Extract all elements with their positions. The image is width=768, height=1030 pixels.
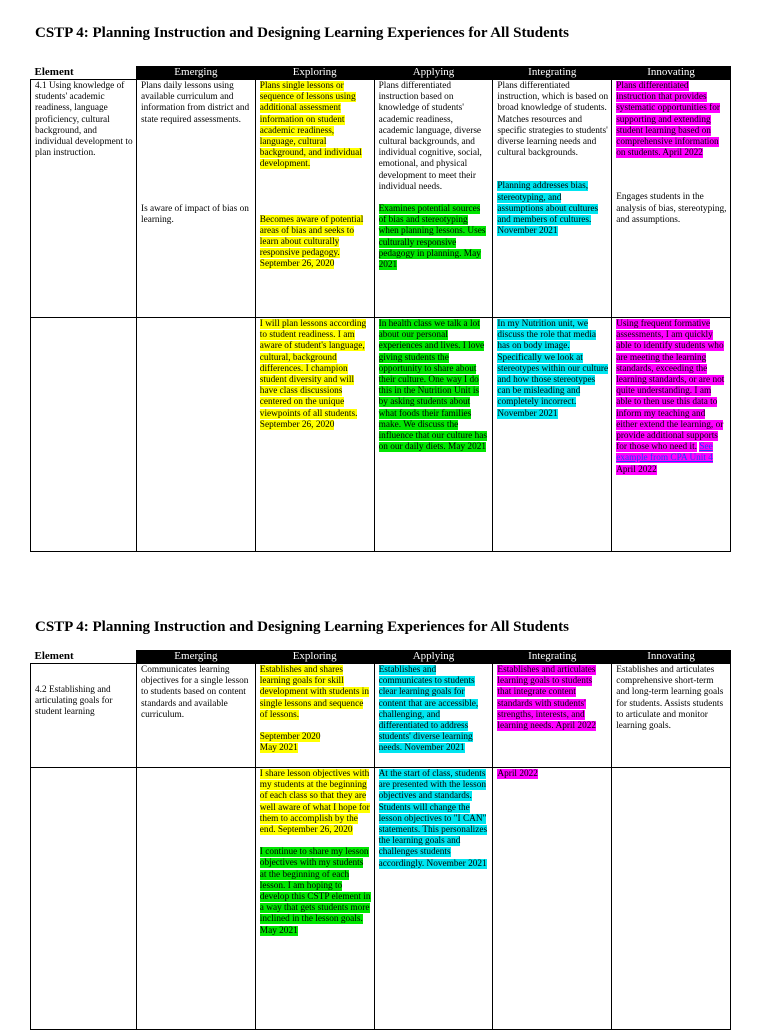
level-header-emerging: Emerging xyxy=(137,67,256,80)
exploring-cell xyxy=(255,664,374,768)
level-header-integrating: Integrating xyxy=(493,67,612,80)
level-header-exploring: Exploring xyxy=(255,651,374,664)
evidence-exploring-cell xyxy=(255,318,374,552)
level-header-exploring: Exploring xyxy=(255,67,374,80)
applying-cell xyxy=(374,664,493,768)
integrating-text-a: Establishes and articulates learning goals to students that integrate content standards with students' strengths, interests, and learning needs. April 2022 xyxy=(497,665,597,732)
exploring-cell xyxy=(255,80,374,318)
evidence-example-link[interactable]: See example from CPA Unit 4 xyxy=(616,442,713,464)
integrating-evidence: April 2022 xyxy=(497,769,538,779)
exploring-text-a: Plans single lessons or sequence of lessons using additional assessment information on student academic readiness, language, cultural background, and individual development. xyxy=(259,81,362,170)
evidence-innovating-cell xyxy=(612,768,731,1030)
level-header-emerging: Emerging xyxy=(137,651,256,664)
integrating-evidence: In my Nutrition unit, we discuss the role that media has on body image. Specifically we look at stereotypes within our culture and how those stereotypes can be misleading and completely incorrect. November 2021 xyxy=(497,319,609,419)
evidence-integrating-cell xyxy=(493,768,612,1030)
exploring-evidence-1: I share lesson objectives with my students at the beginning of each class so that they are well aware of what I hope for them to accomplish by the end. September 26, 2020 xyxy=(259,769,370,836)
applying-text-a: Plans differentiated instruction based on knowledge of students' academic readiness, academic language, diverse cultural backgrounds, and individual cognitive, social, emotional, and physical development to meet their individual needs. xyxy=(378,81,482,192)
header-row xyxy=(31,67,731,80)
element-header: Element xyxy=(31,67,137,80)
descriptor-row xyxy=(31,80,731,318)
header-row xyxy=(31,651,731,664)
evidence-emerging-cell xyxy=(137,318,256,552)
emerging-text-a: Plans daily lessons using available curriculum and information from district and state required assessments. xyxy=(141,81,250,125)
evidence-innovating-cell xyxy=(612,318,731,552)
integrating-text-b: Planning addresses bias, stereotyping, and assumptions about cultures and members of cultures. November 2021 xyxy=(497,181,599,237)
element-name: 4.2 Establishing and articulating goals for student learning xyxy=(35,685,113,718)
exploring-text-b: Becomes aware of potential areas of bias and seeks to learn about culturally responsive pedagogy. September 26, 2020 xyxy=(259,214,364,270)
exploring-date-1: September 2020 xyxy=(259,732,321,743)
evidence-emerging-cell xyxy=(137,768,256,1030)
cstp-table-4-2 xyxy=(30,650,731,1030)
integrating-cell xyxy=(493,80,612,318)
innovating-evidence: Using frequent formative assessments, I am quickly able to identify students who are meeting the learning standards, exceeding the learning standards, or are not quite understanding. I am able to then use this data to inform my teaching and either extend the learning, or provide additional supports for those who need it. xyxy=(616,319,725,453)
exploring-text-a: Establishes and shares learning goals for skill development with students in single lessons and sequence of lessons. xyxy=(259,665,370,720)
element-name-cell xyxy=(31,80,137,318)
evidence-applying-cell xyxy=(374,768,493,1030)
exploring-evidence: I will plan lessons according to student readiness. I am aware of student's language, cultural, background differences. I champion student diversity and will have class discussions centered on the unique viewpoints of all students. September 26, 2020 xyxy=(259,319,367,430)
evidence-row xyxy=(31,318,731,552)
innovating-evidence-date: April 2022 xyxy=(616,464,657,475)
level-header-innovating: Innovating xyxy=(612,651,731,664)
innovating-text-a: Establishes and articulates comprehensive short-term and long-term learning goals for students. Assists students to articulate and monitor learning goals. xyxy=(616,665,724,732)
section-title: CSTP 4: Planning Instruction and Designing Learning Experiences for All Students xyxy=(35,619,569,635)
level-header-integrating: Integrating xyxy=(493,651,612,664)
evidence-applying-cell xyxy=(374,318,493,552)
innovating-text-a: Plans differentiated instruction that provides systematic opportunities for supporting and extending student learning based on comprehensive information on students. April 2022 xyxy=(616,81,720,159)
descriptor-row xyxy=(31,664,731,768)
level-header-applying: Applying xyxy=(374,67,493,80)
element-name: 4.1 Using knowledge of students' academic readiness, language proficiency, cultural background, and individual development to plan instruction. xyxy=(35,81,133,159)
integrating-text-a: Plans differentiated instruction, which is based on broad knowledge of students. Matches resources and specific strategies to students' diverse learning needs and cultural backgrounds. xyxy=(497,81,609,159)
evidence-exploring-cell xyxy=(255,768,374,1030)
level-header-innovating: Innovating xyxy=(612,67,731,80)
applying-text-b: Examines potential sources of bias and stereotyping when planning lessons. Uses culturally responsive pedagogy in planning. May 2021 xyxy=(378,204,486,271)
emerging-cell xyxy=(137,664,256,768)
innovating-text-b: Engages students in the analysis of bias, stereotyping, and assumptions. xyxy=(616,192,727,225)
element-header: Element xyxy=(31,651,137,664)
evidence-element-cell xyxy=(31,318,137,552)
evidence-element-cell xyxy=(31,768,137,1030)
innovating-cell xyxy=(612,80,731,318)
integrating-cell xyxy=(493,664,612,768)
applying-text-a: Establishes and communicates to students clear learning goals for content that are accessible, challenging, and differentiated to address students' diverse learning needs. November 2021 xyxy=(378,665,479,754)
emerging-text-a: Communicates learning objectives for a single lesson to students based on content standards and available curriculum. xyxy=(141,665,249,720)
exploring-evidence-2: I continue to share my lesson objectives with my students at the beginning of each lesson. I am hoping to develop this CSTP element in a way that gets students more inclined in the lesson goals. May 2021 xyxy=(259,847,371,936)
level-header-applying: Applying xyxy=(374,651,493,664)
applying-evidence: At the start of class, students are presented with the lesson objectives and standards. Students will change the lesson objectives to "I CAN" statements. This personalizes the learning goals and challenges students accordingly. November 2021 xyxy=(378,769,488,869)
applying-cell xyxy=(374,80,493,318)
applying-evidence: In health class we talk a lot about our personal experiences and lives. I love giving students the opportunity to share about their culture. One way I do this in the Nutrition Unit is by asking students about what foods their families make. We discuss the influence that our culture has on our daily diets. May 2021 xyxy=(378,319,488,453)
section-title: CSTP 4: Planning Instruction and Designing Learning Experiences for All Students xyxy=(35,25,569,41)
exploring-date-2: May 2021 xyxy=(259,743,298,754)
innovating-cell xyxy=(612,664,731,768)
evidence-integrating-cell xyxy=(493,318,612,552)
emerging-cell xyxy=(137,80,256,318)
cstp-table-4-1 xyxy=(30,66,731,552)
emerging-text-b: Is aware of impact of bias on learning. xyxy=(141,203,249,226)
element-name-cell xyxy=(31,664,137,768)
evidence-row xyxy=(31,768,731,1030)
